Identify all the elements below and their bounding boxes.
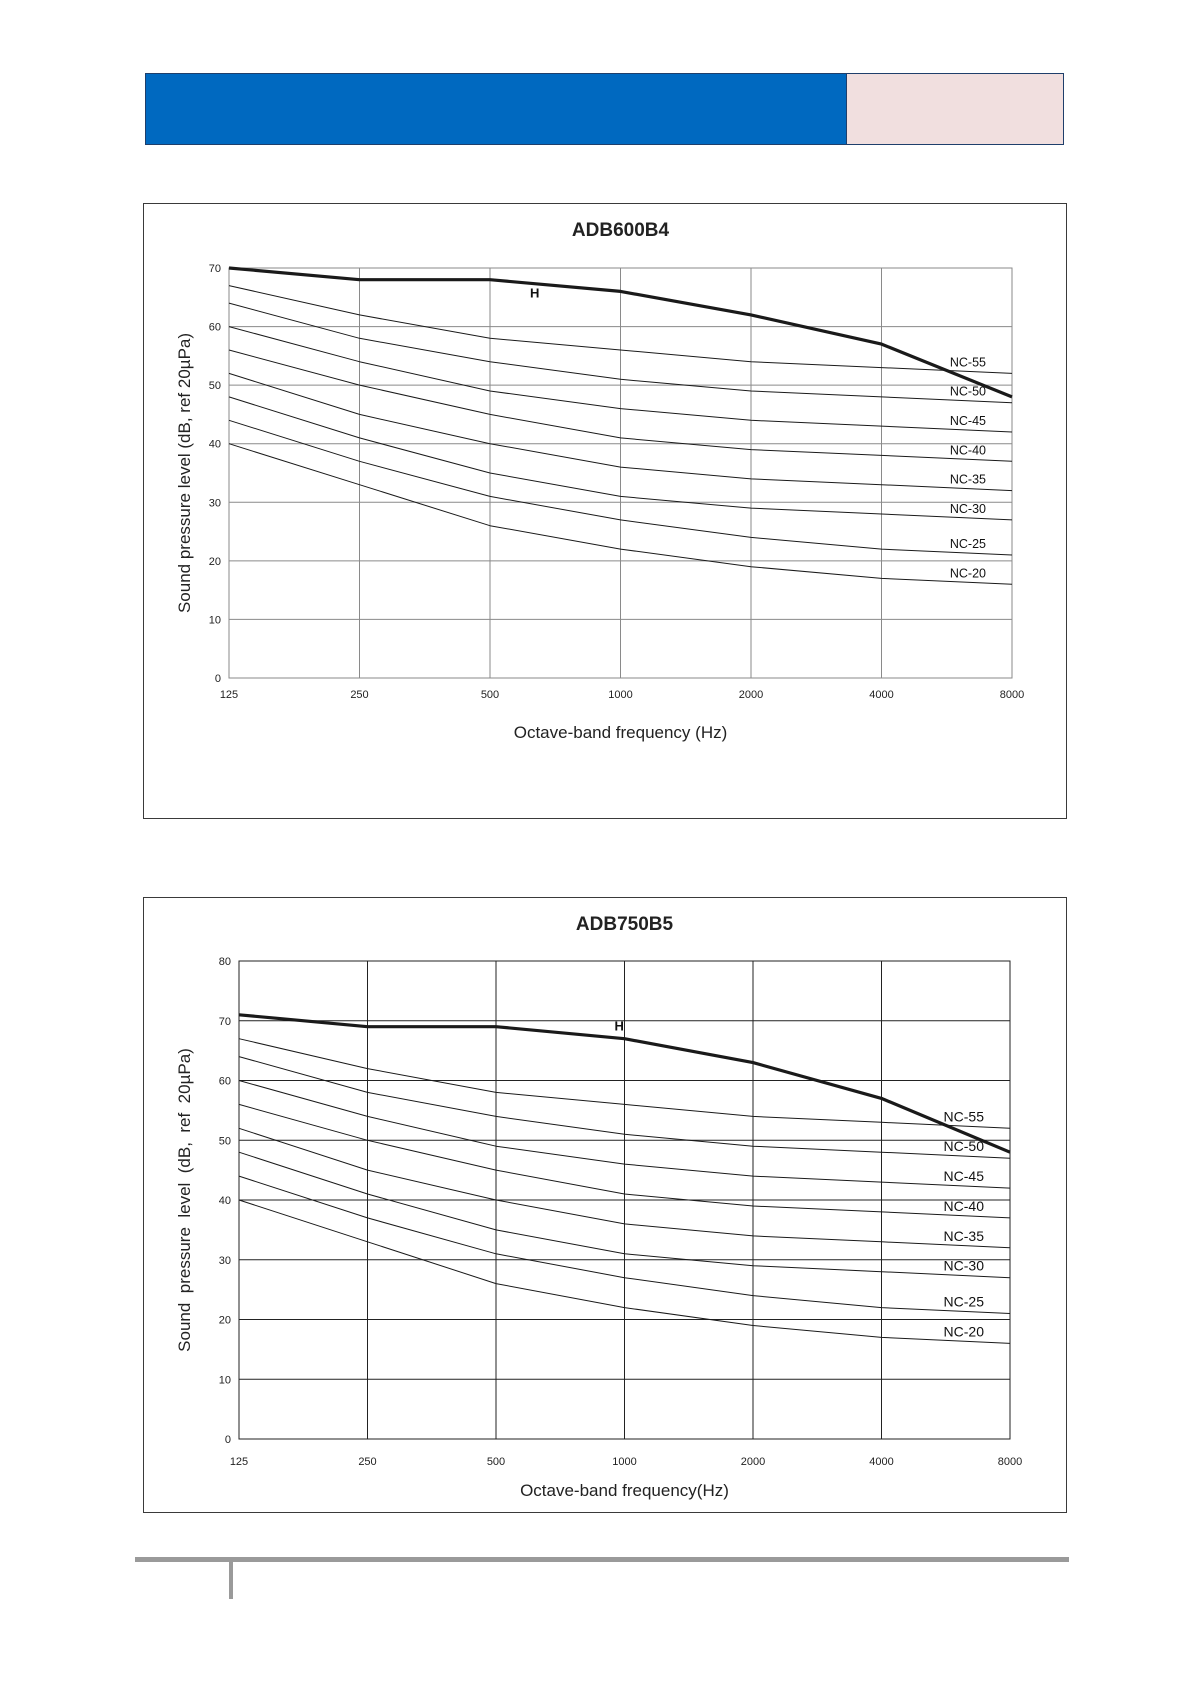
series-label-nc-25: NC-25 bbox=[949, 537, 986, 551]
series-label-nc-50: NC-50 bbox=[943, 1138, 984, 1155]
y-tick-label: 0 bbox=[214, 673, 221, 685]
series-label-nc-55: NC-55 bbox=[943, 1108, 984, 1125]
y-tick-label: 20 bbox=[218, 1314, 231, 1327]
x-tick-label: 1000 bbox=[608, 689, 633, 701]
y-tick-label: 20 bbox=[208, 555, 221, 568]
x-tick-label: 250 bbox=[350, 689, 369, 701]
y-tick-label: 70 bbox=[208, 263, 221, 275]
series-label-nc-30: NC-30 bbox=[949, 501, 986, 516]
x-tick-label: 8000 bbox=[997, 1456, 1023, 1468]
x-axis-label: Octave-band frequency (Hz) bbox=[513, 723, 728, 742]
series-label-nc-50: NC-50 bbox=[949, 384, 986, 399]
series-label-nc-40: NC-40 bbox=[943, 1197, 984, 1214]
x-tick-label: 4000 bbox=[869, 689, 894, 701]
nc-chart-adb750b5 bbox=[144, 898, 1066, 1512]
header-pink-block bbox=[846, 74, 1063, 144]
series-label-nc-40: NC-40 bbox=[949, 443, 986, 458]
series-label-h: H bbox=[530, 285, 540, 301]
x-tick-label: 2000 bbox=[738, 689, 764, 701]
series-label-nc-20: NC-20 bbox=[949, 566, 986, 581]
x-tick-label: 500 bbox=[486, 1456, 506, 1468]
x-tick-label: 125 bbox=[219, 689, 239, 701]
series-label-h: H bbox=[614, 1018, 624, 1034]
y-tick-label: 0 bbox=[224, 1434, 231, 1446]
page-header-bar bbox=[145, 73, 1064, 145]
series-label-nc-20: NC-20 bbox=[943, 1323, 984, 1340]
y-axis-label: Sound pressure level (dB, ref 20µPa) bbox=[175, 1048, 194, 1352]
x-tick-label: 500 bbox=[480, 689, 500, 701]
footer-rule bbox=[135, 1557, 1069, 1562]
x-axis-label: Octave-band frequency(Hz) bbox=[520, 1481, 729, 1500]
x-tick-label: 8000 bbox=[999, 689, 1025, 701]
x-tick-label: 125 bbox=[229, 1456, 249, 1468]
x-tick-label: 250 bbox=[358, 1456, 377, 1468]
y-tick-label: 50 bbox=[218, 1135, 231, 1148]
x-tick-label: 1000 bbox=[612, 1456, 637, 1468]
series-label-nc-30: NC-30 bbox=[943, 1257, 984, 1274]
series-label-nc-45: NC-45 bbox=[949, 414, 986, 428]
x-tick-label: 2000 bbox=[740, 1456, 766, 1468]
y-tick-label: 30 bbox=[218, 1254, 231, 1267]
series-label-nc-35: NC-35 bbox=[949, 472, 986, 487]
nc-chart-adb600b4 bbox=[144, 204, 1066, 818]
y-tick-label: 30 bbox=[208, 497, 221, 510]
footer-divider-tick bbox=[229, 1559, 233, 1599]
header-blue-block bbox=[146, 74, 846, 144]
chart-title: ADB750B5 bbox=[575, 914, 674, 935]
chart-title: ADB600B4 bbox=[571, 220, 670, 241]
y-tick-label: 10 bbox=[218, 1374, 231, 1387]
x-tick-label: 4000 bbox=[869, 1456, 894, 1468]
y-tick-label: 70 bbox=[218, 1015, 231, 1028]
series-label-nc-35: NC-35 bbox=[943, 1227, 984, 1244]
y-tick-label: 80 bbox=[218, 956, 231, 968]
y-tick-label: 50 bbox=[208, 380, 221, 393]
y-tick-label: 40 bbox=[218, 1195, 231, 1207]
y-tick-label: 60 bbox=[218, 1075, 231, 1088]
y-tick-label: 60 bbox=[208, 321, 221, 334]
y-tick-label: 40 bbox=[208, 438, 221, 451]
chart-panel-adb600b4 bbox=[143, 203, 1067, 819]
chart-panel-adb750b5 bbox=[143, 897, 1067, 1513]
y-tick-label: 10 bbox=[208, 614, 221, 627]
series-label-nc-55: NC-55 bbox=[949, 355, 986, 370]
series-label-nc-25: NC-25 bbox=[943, 1293, 984, 1310]
series-label-nc-45: NC-45 bbox=[943, 1168, 984, 1185]
y-axis-label: Sound pressure level (dB, ref 20µPa) bbox=[175, 332, 194, 614]
